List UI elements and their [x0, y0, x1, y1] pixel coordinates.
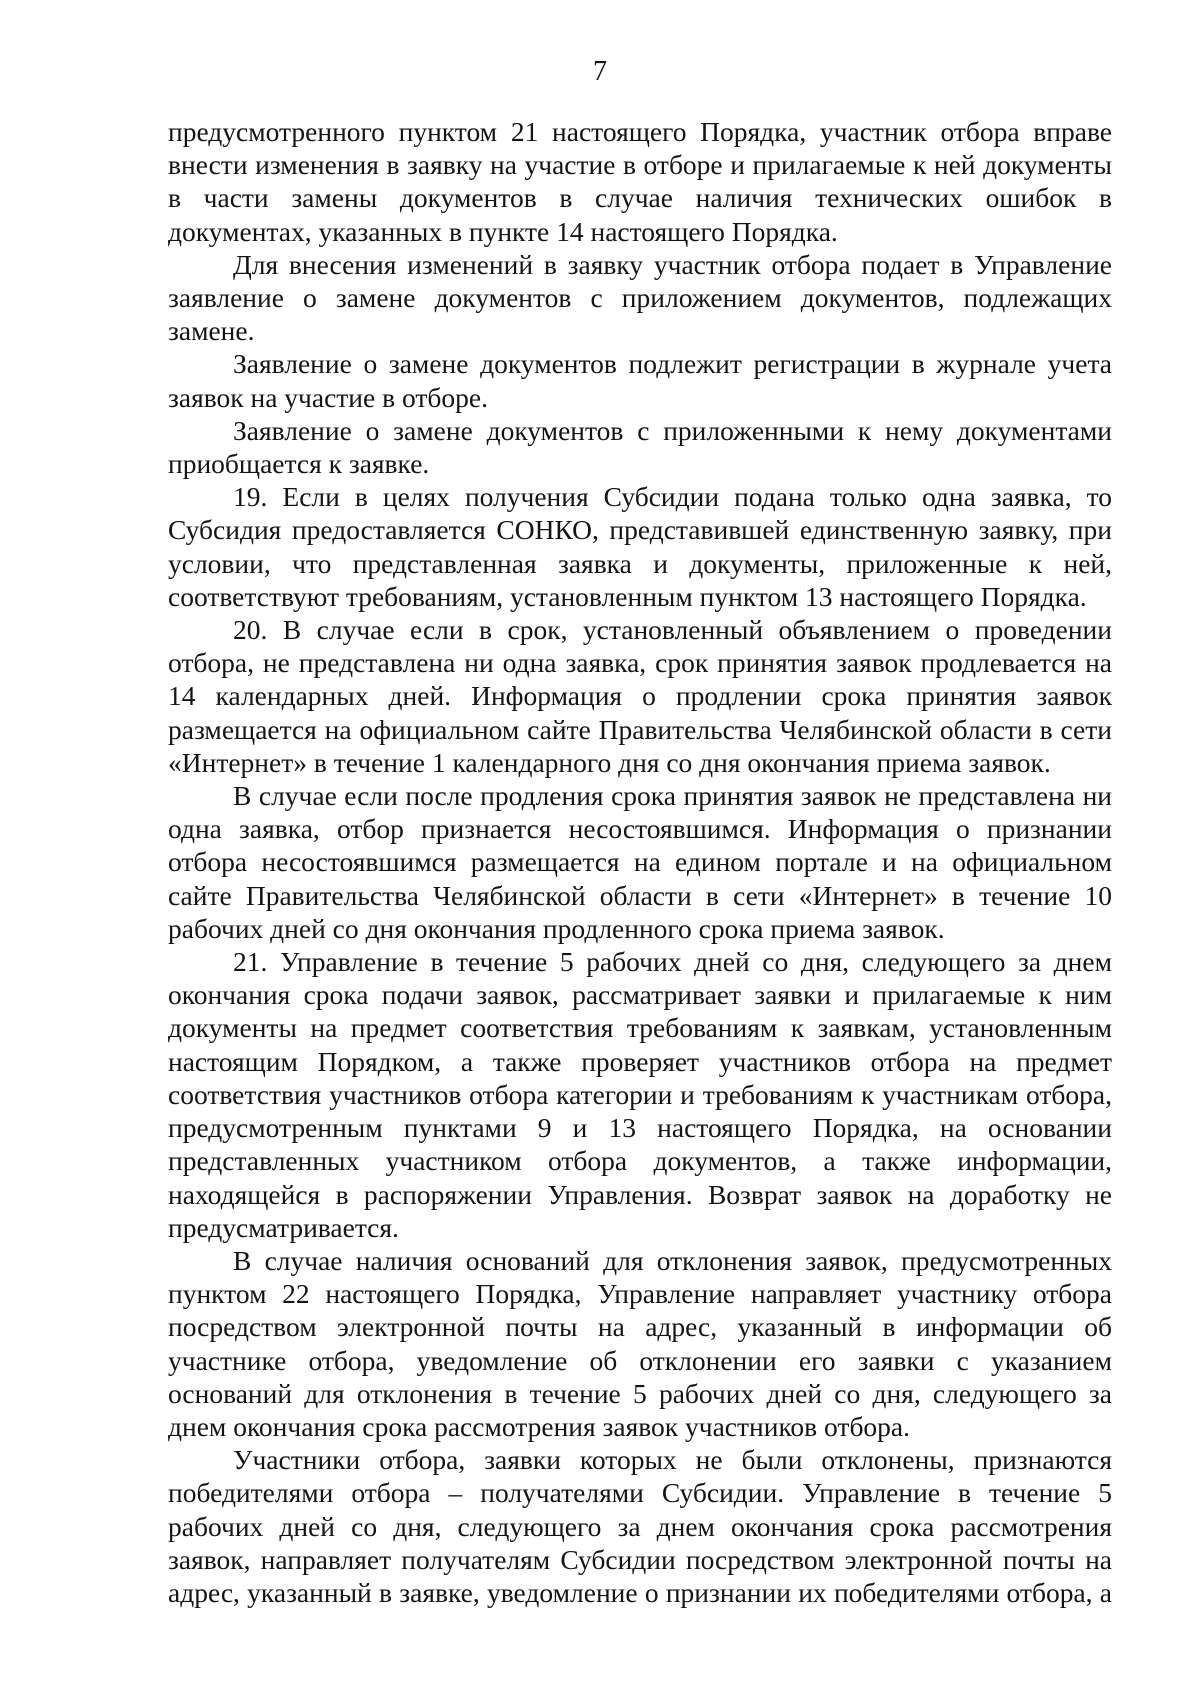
paragraph: Заявление о замене документов с приложенными к нему документами приобщается к заявке. — [168, 414, 1112, 480]
paragraph: В случае наличия оснований для отклонения заявок, предусмотренных пунктом 22 настоящего Порядка, Управление направляет участнику отбора посредством электронной почты на адрес, указанный в информации об участнике отбора, уведомление об отклонении его заявки с указанием оснований для отклонения в течение 5 рабочих дней со дня, следующего за днем окончания срока рассмотрения заявок участников отбора. — [168, 1244, 1112, 1442]
paragraph: В случае если после продления срока принятия заявок не представлена ни одна заявка, отбор признается несостоявшимся. Информация о признании отбора несостоявшимся размещается на едином портале и на официальном сайте Правительства Челябинской области в сети «Интернет» в течение 10 рабочих дней со дня окончания продленного срока приема заявок. — [168, 780, 1112, 944]
paragraph: Участники отбора, заявки которых не были отклонены, признаются победителями отбора – получателями Субсидии. Управление в течение 5 рабочих дней со дня, следующего за днем окончания срока рассмотрения заявок, направляет получателям Субсидии посредством электронной почты на адрес, указанный в заявке, уведомление о признании их победителями отбора, а — [168, 1444, 1112, 1608]
page-number: 7 — [593, 56, 607, 87]
document-body — [168, 115, 1112, 1609]
paragraph-item-21: 21. Управление в течение 5 рабочих дней со дня, следующего за днем окончания срока подачи заявок, рассматривает заявки и прилагаемые к ним документы на предмет соответствия требованиям к заявкам, установленным настоящим Порядком, а также проверяет участников отбора на предмет соответствия участников отбора категории и требованиям к участникам отбора, предусмотренным пунктами 9 и 13 настоящего Порядка, на основании представленных участником отбора документов, а также информации, находящейся в распоряжении Управления. Возврат заявок на доработку не предусматривается. — [168, 946, 1112, 1243]
paragraph-continuation: предусмотренного пунктом 21 настоящего Порядка, участник отбора вправе внести изменения в заявку на участие в отборе и прилагаемые к ней документы в части замены документов в случае наличия технических ошибок в документах, указанных в пункте 14 настоящего Порядка. — [168, 116, 1112, 247]
paragraph-item-20: 20. В случае если в срок, установленный объявлением о проведении отбора, не представлена ни одна заявка, срок принятия заявок продлевается на 14 календарных дней. Информация о продлении срока принятия заявок размещается на официальном сайте Правительства Челябинской области в сети «Интернет» в течение 1 календарного дня со дня окончания приема заявок. — [168, 614, 1112, 778]
paragraph-item-19: 19. Если в целях получения Субсидии подана только одна заявка, то Субсидия предоставляется СОНКО, представившей единственную заявку, при условии, что представленная заявка и документы, приложенные к ней, соответствуют требованиям, установленным пунктом 13 настоящего Порядка. — [168, 481, 1112, 612]
paragraph: Заявление о замене документов подлежит регистрации в журнале учета заявок на участие в отборе. — [168, 348, 1112, 413]
paragraph: Для внесения изменений в заявку участник отбора подает в Управление заявление о замене документов с приложением документов, подлежащих замене. — [168, 248, 1112, 347]
